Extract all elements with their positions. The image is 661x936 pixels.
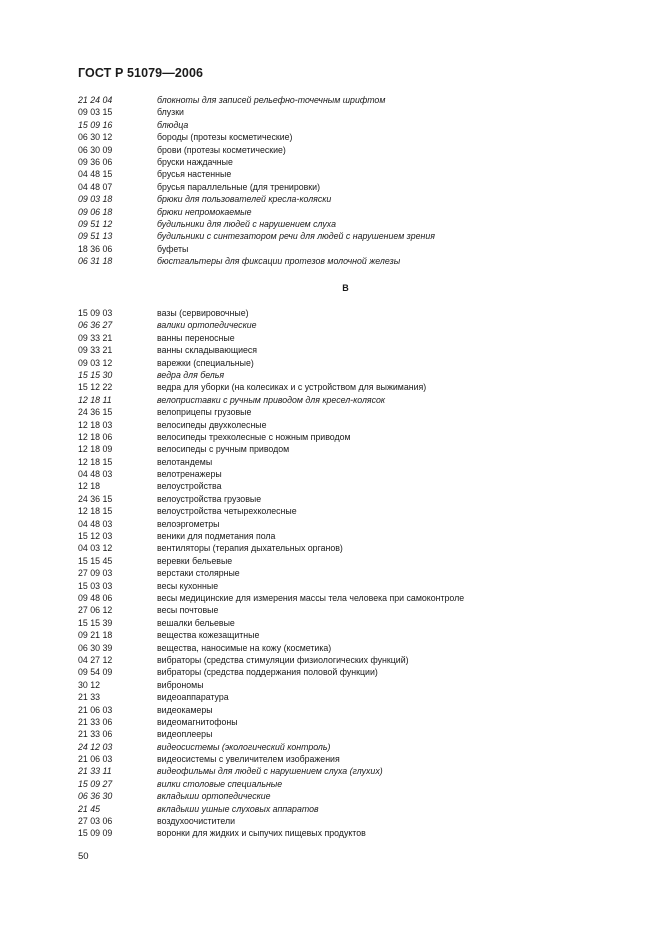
- entry-code: 12 18 09: [78, 444, 113, 455]
- index-list-v: [78, 307, 598, 840]
- entry-code: 04 03 12: [78, 543, 113, 554]
- index-entry: [78, 493, 598, 505]
- entry-code: 15 12 22: [78, 382, 113, 393]
- entry-text: весы медицинские для измерения массы тела человека при самоконтроле: [157, 592, 465, 603]
- entry-text: видеосистемы (экологический контроль): [157, 741, 331, 752]
- index-entry: [78, 456, 598, 468]
- index-entry: [78, 704, 598, 716]
- index-entry: [78, 243, 598, 255]
- entry-text: брюки непромокаемые: [157, 206, 252, 217]
- index-entry: [78, 790, 598, 802]
- index-entry: [78, 592, 598, 604]
- index-entry: [78, 144, 598, 156]
- entry-text: бруски наждачные: [157, 156, 233, 167]
- entry-text: видеокамеры: [157, 704, 213, 715]
- index-entry: [78, 654, 598, 666]
- entry-text: вентиляторы (терапия дыхательных органов): [157, 543, 343, 554]
- entry-text: велоустройства грузовые: [157, 493, 262, 504]
- index-entry: [78, 604, 598, 616]
- index-entry: [78, 206, 598, 218]
- index-entry: [78, 344, 598, 356]
- index-entry: [78, 765, 598, 777]
- entry-text: весы почтовые: [157, 605, 219, 616]
- entry-code: 21 06 03: [78, 704, 113, 715]
- entry-text: велоэргометры: [157, 518, 220, 529]
- entry-text: верстаки столярные: [157, 568, 240, 579]
- entry-code: 04 48 15: [78, 169, 113, 180]
- index-entry: [78, 255, 598, 267]
- entry-code: 09 33 21: [78, 332, 113, 343]
- index-entry: [78, 480, 598, 492]
- entry-text: ведра для белья: [157, 369, 225, 380]
- entry-text: валики ортопедические: [157, 320, 257, 331]
- index-entry: [78, 666, 598, 678]
- entry-code: 15 12 03: [78, 531, 113, 542]
- index-entry: [78, 629, 598, 641]
- index-entry: [78, 431, 598, 443]
- entry-text: вибраторы (средства стимуляции физиологических функций): [157, 654, 409, 665]
- entry-code: 15 09 09: [78, 828, 113, 839]
- entry-text: веники для подметания пола: [157, 531, 276, 542]
- index-entry: [78, 369, 598, 381]
- entry-text: видеомагнитофоны: [157, 716, 238, 727]
- section-letter: В: [342, 283, 349, 293]
- entry-text: видеоаппаратура: [157, 692, 229, 703]
- entry-code: 21 33 06: [78, 729, 113, 740]
- entry-code: 06 36 30: [78, 791, 113, 802]
- entry-code: 12 18 03: [78, 419, 113, 430]
- entry-code: 06 30 12: [78, 132, 113, 143]
- entry-code: 09 51 12: [78, 218, 113, 229]
- entry-text: ванны складывающиеся: [157, 345, 258, 356]
- index-entry: [78, 741, 598, 753]
- entry-code: 12 18 06: [78, 431, 113, 442]
- index-entry: [78, 181, 598, 193]
- entry-text: будильники для людей с нарушением слуха: [157, 218, 336, 229]
- entry-code: 06 30 09: [78, 144, 113, 155]
- entry-code: 21 33 06: [78, 716, 113, 727]
- entry-code: 09 06 18: [78, 206, 113, 217]
- entry-code: 04 48 03: [78, 518, 113, 529]
- entry-text: видеосистемы с увеличителем изображения: [157, 754, 340, 765]
- entry-code: 12 18 11: [78, 394, 112, 405]
- entry-text: варежки (специальные): [157, 357, 254, 368]
- entry-text: буфеты: [157, 243, 189, 254]
- entry-code: 04 48 07: [78, 181, 113, 192]
- index-entry: [78, 106, 598, 118]
- entry-code: 06 30 39: [78, 642, 113, 653]
- entry-text: воронки для жидких и сыпучих пищевых продуктов: [157, 828, 366, 839]
- index-entry: [78, 803, 598, 815]
- entry-text: вибраторы (средства поддержания половой функции): [157, 667, 378, 678]
- index-entry: [78, 406, 598, 418]
- entry-text: весы кухонные: [157, 580, 219, 591]
- index-entry: [78, 716, 598, 728]
- entry-text: ведра для уборки (на колесиках и с устройством для выжимания): [157, 382, 427, 393]
- entry-text: бюстгальтеры для фиксации протезов молочной железы: [157, 256, 401, 267]
- index-entry: [78, 815, 598, 827]
- entry-text: велоприцепы грузовые: [157, 407, 252, 418]
- entry-code: 06 36 27: [78, 320, 113, 331]
- entry-text: велотандемы: [157, 456, 213, 467]
- entry-text: вкладыши ортопедические: [157, 791, 271, 802]
- entry-text: бороды (протезы косметические): [157, 132, 293, 143]
- index-entry: [78, 443, 598, 455]
- entry-text: вилки столовые специальные: [157, 778, 283, 789]
- entry-code: 09 03 18: [78, 194, 113, 205]
- index-list-b: [78, 94, 598, 267]
- entry-text: вазы (сервировочные): [157, 308, 249, 318]
- entry-code: 21 45: [78, 803, 101, 814]
- entry-text: ванны переносные: [157, 332, 235, 343]
- entry-text: блузки: [157, 107, 184, 118]
- entry-text: брусья настенные: [157, 169, 232, 180]
- entry-text: блокноты для записей рельефно-точечным шрифтом: [157, 95, 386, 105]
- entry-code: 21 24 04: [78, 95, 113, 105]
- entry-code: 24 36 15: [78, 407, 113, 418]
- entry-code: 12 18: [78, 481, 101, 492]
- index-entry: [78, 357, 598, 369]
- entry-text: велоприставки с ручным приводом для кресел-колясок: [157, 394, 386, 405]
- entry-code: 04 48 03: [78, 469, 113, 480]
- index-entry: [78, 218, 598, 230]
- entry-code: 15 09 03: [78, 308, 113, 318]
- entry-code: 18 36 06: [78, 243, 113, 254]
- entry-text: виброномы: [157, 679, 204, 690]
- entry-code: 30 12: [78, 679, 101, 690]
- entry-text: велосипеды трехколесные с ножным приводом: [157, 431, 351, 442]
- entry-code: 09 33 21: [78, 345, 113, 356]
- index-entry: [78, 679, 598, 691]
- entry-code: 24 36 15: [78, 493, 113, 504]
- entry-code: 09 51 13: [78, 231, 113, 242]
- index-entry: [78, 307, 598, 319]
- index-entry: [78, 530, 598, 542]
- index-entry: [78, 230, 598, 242]
- index-entry: [78, 542, 598, 554]
- entry-code: 27 03 06: [78, 816, 113, 827]
- entry-text: брюки для пользователей кресла-коляски: [157, 194, 332, 205]
- index-entry: [78, 555, 598, 567]
- index-entry: [78, 691, 598, 703]
- entry-code: 12 18 15: [78, 456, 113, 467]
- index-entry: [78, 753, 598, 765]
- entry-code: 15 09 16: [78, 119, 113, 130]
- index-entry: [78, 156, 598, 168]
- index-entry: [78, 518, 598, 530]
- index-entry: [78, 617, 598, 629]
- entry-text: вешалки бельевые: [157, 617, 235, 628]
- entry-text: воздухоочистители: [157, 816, 236, 827]
- entry-code: 21 33: [78, 692, 101, 703]
- index-entry: [78, 468, 598, 480]
- index-entry: [78, 94, 598, 106]
- entry-code: 09 21 18: [78, 630, 113, 641]
- entry-code: 04 27 12: [78, 654, 113, 665]
- entry-code: 15 09 27: [78, 778, 113, 789]
- entry-code: 15 15 45: [78, 555, 113, 566]
- index-entry: [78, 728, 598, 740]
- entry-code: 15 03 03: [78, 580, 113, 591]
- entry-text: веревки бельевые: [157, 555, 233, 566]
- entry-code: 27 06 12: [78, 605, 113, 616]
- index-entry: [78, 131, 598, 143]
- page-number: 50: [78, 851, 89, 862]
- entry-text: будильники с синтезатором речи для людей с нарушением зрения: [157, 231, 435, 242]
- entry-text: видеоплееры: [157, 729, 213, 740]
- entry-code: 21 33 11: [78, 766, 112, 777]
- index-entry: [78, 827, 598, 839]
- entry-text: видеофильмы для людей с нарушением слуха (глухих): [157, 766, 383, 777]
- index-entry: [78, 505, 598, 517]
- entry-text: велотренажеры: [157, 469, 222, 480]
- entry-text: брови (протезы косметические): [157, 144, 286, 155]
- entry-code: 15 15 30: [78, 369, 113, 380]
- entry-text: вещества, наносимые на кожу (косметика): [157, 642, 332, 653]
- entry-text: блюдца: [157, 119, 189, 130]
- entry-code: 09 48 06: [78, 592, 113, 603]
- entry-code: 15 15 39: [78, 617, 113, 628]
- entry-text: велосипеды двухколесные: [157, 419, 267, 430]
- entry-code: 24 12 03: [78, 741, 113, 752]
- entry-text: велосипеды с ручным приводом: [157, 444, 290, 455]
- entry-code: 21 06 03: [78, 754, 113, 765]
- index-entry: [78, 567, 598, 579]
- entry-code: 12 18 15: [78, 506, 113, 517]
- index-entry: [78, 419, 598, 431]
- entry-text: велоустройства четырехколесные: [157, 506, 297, 517]
- index-entry: [78, 193, 598, 205]
- index-entry: [78, 168, 598, 180]
- entry-code: 27 09 03: [78, 568, 113, 579]
- entry-code: 09 03 12: [78, 357, 113, 368]
- entry-text: вкладыши ушные слуховых аппаратов: [157, 803, 319, 814]
- index-entry: [78, 381, 598, 393]
- index-entry: [78, 778, 598, 790]
- entry-code: 06 31 18: [78, 256, 113, 267]
- entry-text: вещества кожезащитные: [157, 630, 260, 641]
- index-entry: [78, 394, 598, 406]
- entry-text: велоустройства: [157, 481, 222, 492]
- entry-code: 09 54 09: [78, 667, 113, 678]
- document-title: ГОСТ Р 51079—2006: [78, 66, 204, 80]
- entry-code: 09 03 15: [78, 107, 113, 118]
- index-entry: [78, 580, 598, 592]
- index-entry: [78, 332, 598, 344]
- entry-code: 09 36 06: [78, 156, 113, 167]
- index-entry: [78, 319, 598, 331]
- index-entry: [78, 642, 598, 654]
- entry-text: брусья параллельные (для тренировки): [157, 181, 320, 192]
- index-entry: [78, 119, 598, 131]
